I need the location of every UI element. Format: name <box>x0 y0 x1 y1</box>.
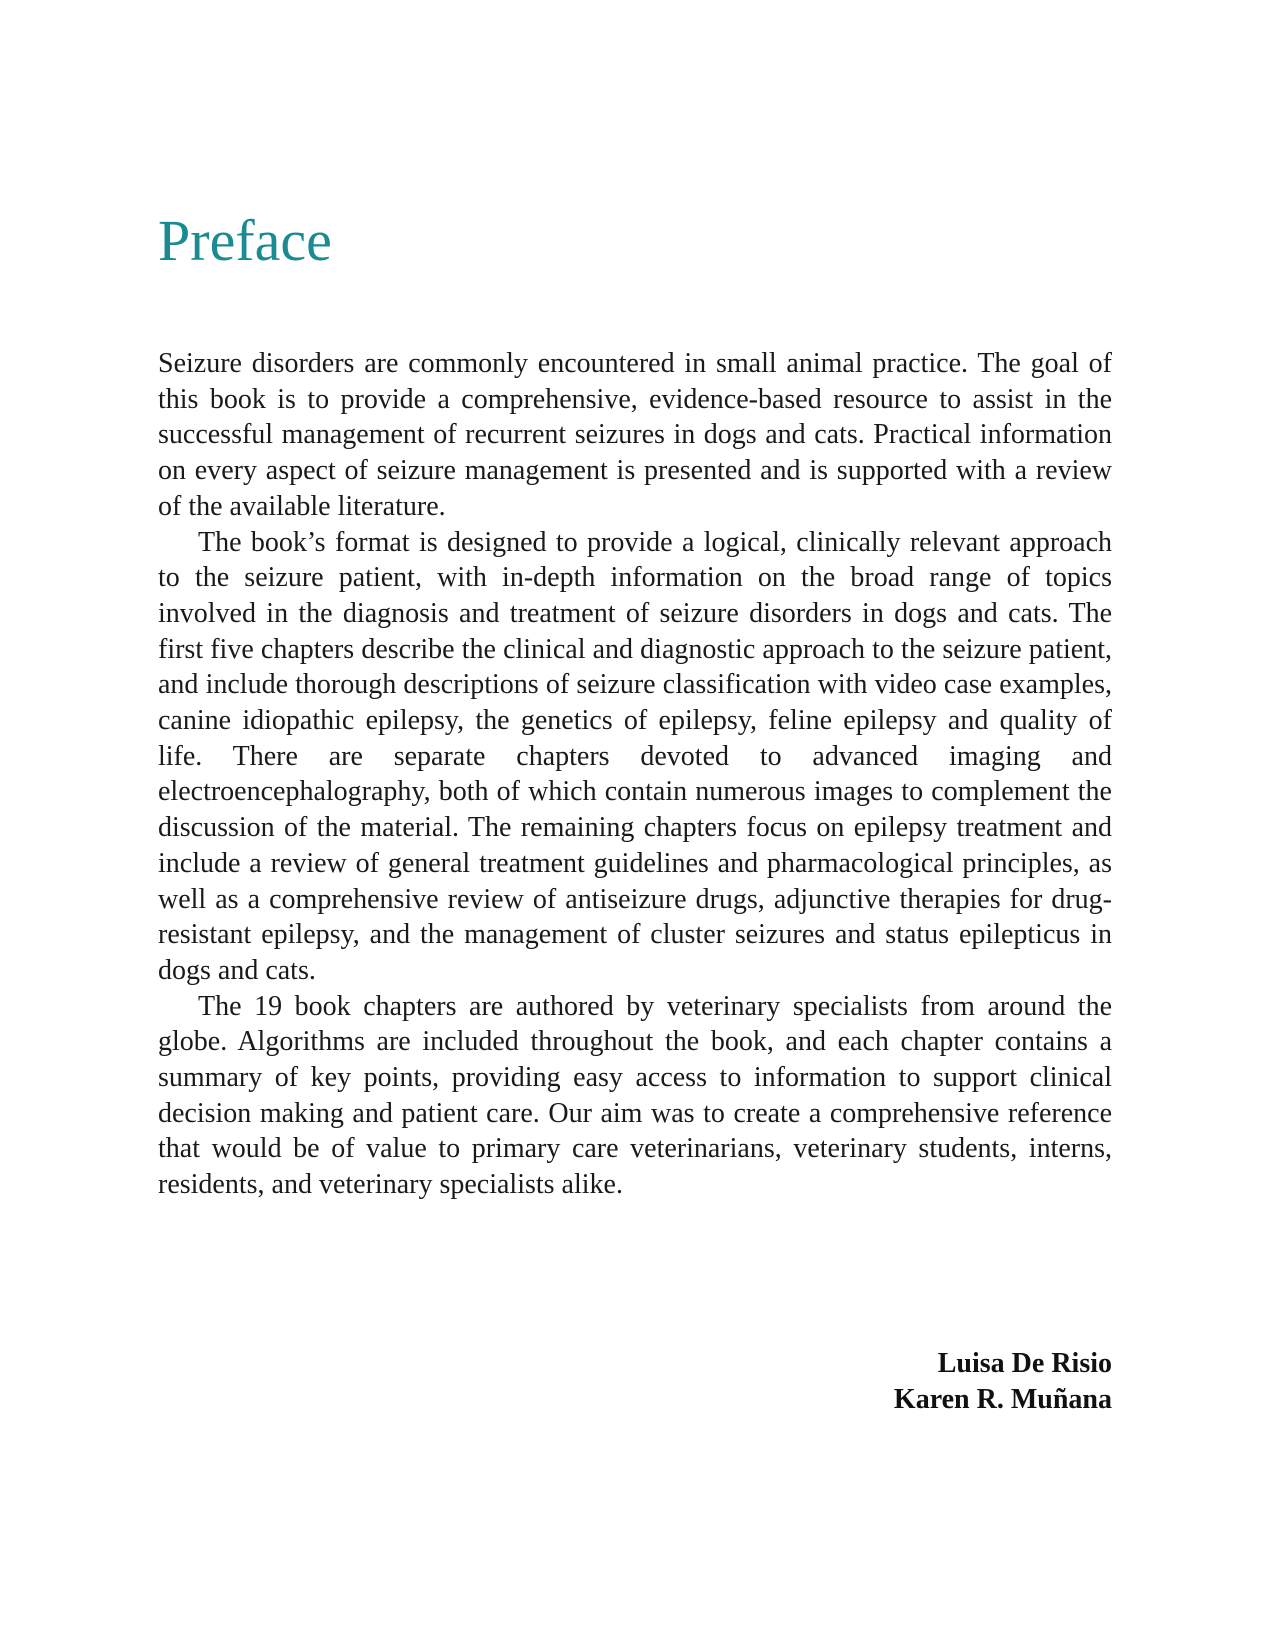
author-signatures <box>158 1346 1112 1417</box>
paragraph: The book’s format is designed to provide a logical, clinically relevant approach to the seizure patient, with in-depth information on the broad range of topics involved in the diagnosis and treatment of seizure disorders in dogs and cats. The first five chapters describe the clinical and diagnostic approach to the seizure patient, and include thorough descriptions of seizure classification with video case examples, canine idiopathic epilepsy, the genetics of epilepsy, feline epilepsy and quality of life. There are separate chapters devoted to advanced imaging and electroencephalography, both of which contain numerous images to complement the discussion of the material. The remaining chapters focus on epilepsy treatment and include a review of general treatment guidelines and pharmacological principles, as well as a comprehensive review of antiseizure drugs, adjunctive therapies for drug-resistant epilepsy, and the management of cluster seizures and status epilepticus in dogs and cats. <box>158 526 1112 986</box>
paragraph: The 19 book chapters are authored by veterinary specialists from around the globe. Algorithms are included throughout the book, and each chapter contains a summary of key points, providing easy access to information to support clinical decision making and patient care. Our aim was to create a comprehensive reference that would be of value to primary care veterinarians, veterinary students, interns, residents, and veterinary specialists alike. <box>158 990 1112 1201</box>
author-name: Luisa De Risio <box>937 1348 1112 1379</box>
paragraph: Seizure disorders are commonly encountered in small animal practice. The goal of this book is to provide a comprehensive, evidence-based resource to assist in the successful management of recurrent seizures in dogs and cats. Practical information on every aspect of seizure management is presented and is supported with a review of the available literature. <box>158 348 1112 522</box>
author-name: Karen R. Muñana <box>893 1383 1112 1415</box>
page-title: Preface <box>158 208 332 273</box>
preface-body <box>158 346 1112 1203</box>
